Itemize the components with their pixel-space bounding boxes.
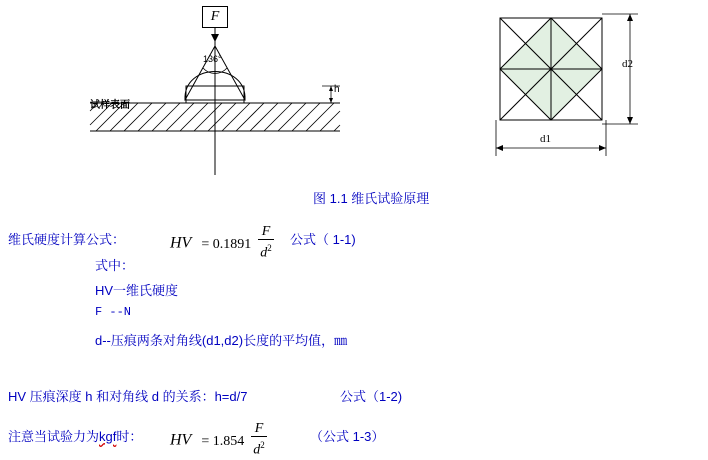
d1-label: d1: [540, 133, 551, 145]
definition-f: F --N: [95, 305, 132, 319]
formula-2-denominator: $d^2$: [253, 440, 265, 458]
formula-2-fraction: [251, 422, 267, 458]
where-label: 式中：: [95, 258, 135, 273]
formula-1-numerator: F: [261, 224, 271, 239]
formula-1-denominator: $d^2$: [260, 243, 272, 261]
formula-intro-text: 维氏硬度计算公式：: [8, 232, 126, 247]
note-unit: kgf: [99, 429, 117, 444]
depth-label: h: [334, 84, 340, 95]
formula-2-numerator: F: [254, 421, 264, 436]
indentation-svg: [470, 0, 700, 170]
note-suffix: 时：: [116, 429, 143, 444]
vickers-principle-svg: [0, 0, 400, 185]
formula-2-symbol: HV: [170, 431, 192, 449]
fraction-bar: [258, 239, 274, 240]
depth-relation-text: HV 压痕深度 h 和对角线 d 的关系：h=d/7: [8, 389, 248, 404]
figure-caption: 图 1.1 维氏试验原理: [313, 191, 430, 206]
note-prefix: 注意当试验力为: [8, 429, 100, 444]
formula-1-tag: 公式（ 1-1): [290, 232, 356, 247]
definition-d: d--压痕两条对角线(d1,d2)长度的平均值，㎜: [95, 333, 348, 348]
formula-2: [170, 423, 270, 459]
formula-1-equals: = 0.1891: [201, 236, 252, 252]
definition-hv: HV一维氏硬度: [95, 283, 179, 298]
depth-relation-tag: 公式（1-2): [340, 389, 403, 404]
formula-2-tag: （公式 1-3）: [310, 429, 385, 444]
formula-1-fraction: [258, 225, 274, 261]
formula-1-symbol: HV: [170, 234, 192, 252]
vickers-principle-diagram: [0, 0, 400, 185]
load-symbol-box: F: [202, 6, 228, 28]
fraction-bar: [251, 436, 267, 437]
angle-label: 136°: [203, 54, 222, 64]
d2-label: d2: [622, 58, 633, 70]
indentation-diagonals-diagram: [470, 0, 700, 170]
formula-2-equals: = 1.854: [201, 433, 245, 449]
note-text: [8, 426, 142, 445]
surface-label: 试样表面: [90, 100, 130, 111]
formula-1: [170, 226, 277, 262]
